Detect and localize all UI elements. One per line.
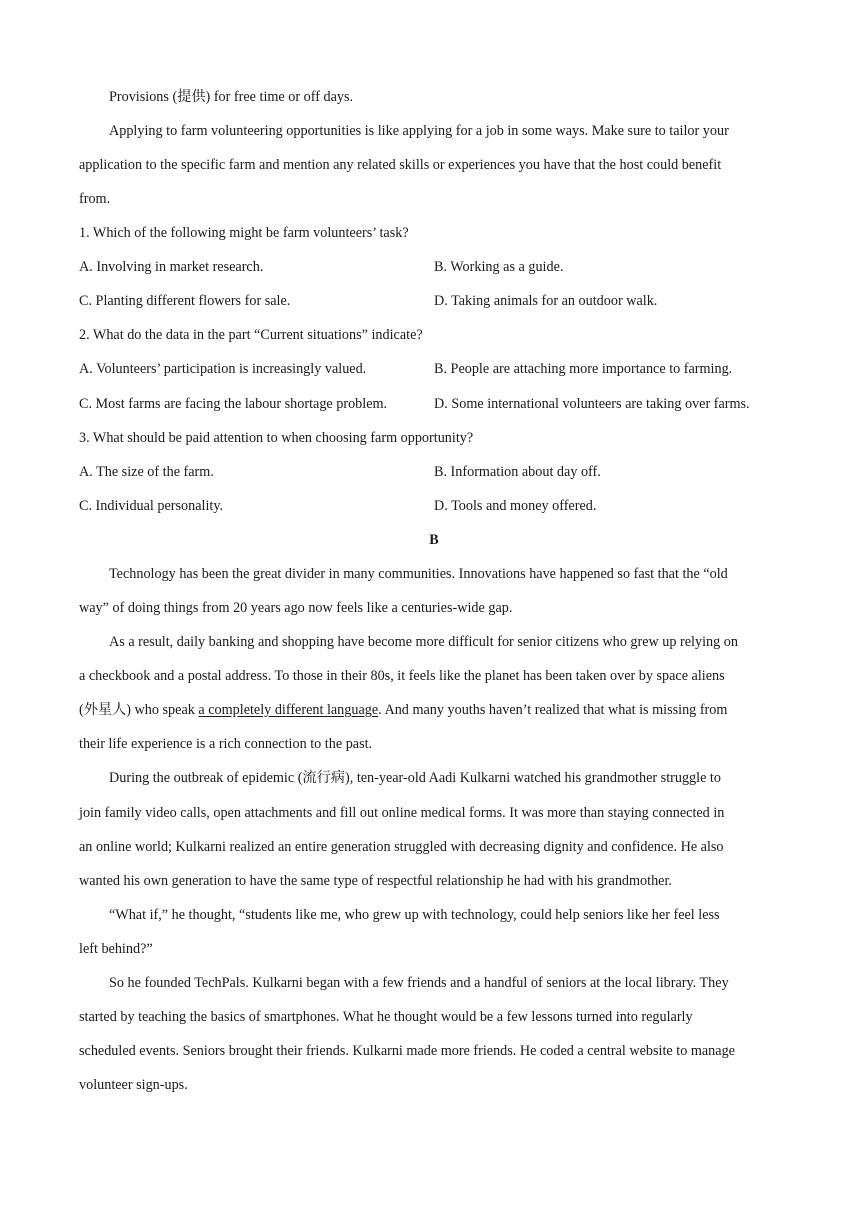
passage-a-line: Applying to farm volunteering opportunities is like applying for a job in some ways. Make sure to tailor your bbox=[109, 123, 729, 139]
question-3-stem: 3. What should be paid attention to when choosing farm opportunity? bbox=[79, 430, 474, 446]
paragraph-line: join family video calls, open attachments and fill out online medical forms. It was more than staying connected in bbox=[79, 805, 725, 821]
question-1-option-b: B. Working as a guide. bbox=[434, 259, 564, 275]
paragraph-line: scheduled events. Seniors brought their friends. Kulkarni made more friends. He coded a central website to manage bbox=[79, 1043, 735, 1059]
paragraph-line: As a result, daily banking and shopping have become more difficult for senior citizens who grew up relying on bbox=[109, 634, 738, 650]
paragraph-line: During the outbreak of epidemic (流行病), ten-year-old Aadi Kulkarni watched his grandmother struggle to bbox=[109, 770, 721, 786]
passage-a-line: from. bbox=[79, 191, 111, 207]
question-2-option-b: B. People are attaching more importance to farming. bbox=[434, 361, 733, 377]
passage-a-line: application to the specific farm and mention any related skills or experiences you have that the host could benefit bbox=[79, 157, 722, 173]
paragraph-line: volunteer sign-ups. bbox=[79, 1077, 188, 1093]
question-3-option-c: C. Individual personality. bbox=[79, 498, 224, 514]
paragraph-line: So he founded TechPals. Kulkarni began with a few friends and a handful of seniors at the local library. They bbox=[109, 975, 729, 991]
question-3-option-b: B. Information about day off. bbox=[434, 464, 601, 480]
paragraph-line: wanted his own generation to have the same type of respectful relationship he had with his grandmother. bbox=[79, 873, 672, 889]
question-2-option-c: C. Most farms are facing the labour shortage problem. bbox=[79, 396, 388, 412]
paragraph-line: left behind?” bbox=[79, 941, 153, 957]
paragraph-line: Technology has been the great divider in many communities. Innovations have happened so fast that the “old bbox=[109, 566, 728, 582]
section-b-heading: B bbox=[429, 532, 439, 548]
question-1-option-d: D. Taking animals for an outdoor walk. bbox=[434, 293, 658, 309]
passage-a-line: Provisions (提供) for free time or off days. bbox=[109, 89, 354, 105]
question-2-option-a: A. Volunteers’ participation is increasingly valued. bbox=[79, 361, 367, 377]
question-3-option-d: D. Tools and money offered. bbox=[434, 498, 597, 514]
paragraph-line: started by teaching the basics of smartphones. What he thought would be a few lessons turned into regularly bbox=[79, 1009, 693, 1025]
paragraph-line: an online world; Kulkarni realized an entire generation struggled with decreasing dignity and confidence. He also bbox=[79, 839, 724, 855]
paragraph-text: . And many youths haven’t realized that what is missing from bbox=[378, 702, 728, 718]
question-1-option-c: C. Planting different flowers for sale. bbox=[79, 293, 291, 309]
paragraph-line: “What if,” he thought, “students like me, who grew up with technology, could help seniors like her feel less bbox=[109, 907, 720, 923]
question-3-option-a: A. The size of the farm. bbox=[79, 464, 214, 480]
question-2-option-d: D. Some international volunteers are taking over farms. bbox=[434, 396, 750, 412]
question-1-stem: 1. Which of the following might be farm volunteers’ task? bbox=[79, 225, 409, 241]
underlined-phrase: a completely different language bbox=[198, 702, 379, 718]
paragraph-line: way” of doing things from 20 years ago now feels like a centuries-wide gap. bbox=[79, 600, 513, 616]
paragraph-line bbox=[79, 700, 799, 720]
paragraph-text: (外星人) who speak bbox=[79, 702, 199, 718]
paragraph-line: a checkbook and a postal address. To those in their 80s, it feels like the planet has been taken over by space aliens bbox=[79, 668, 725, 684]
question-1-option-a: A. Involving in market research. bbox=[79, 259, 264, 275]
paragraph-line: their life experience is a rich connection to the past. bbox=[79, 736, 373, 752]
question-2-stem: 2. What do the data in the part “Current situations” indicate? bbox=[79, 327, 423, 343]
